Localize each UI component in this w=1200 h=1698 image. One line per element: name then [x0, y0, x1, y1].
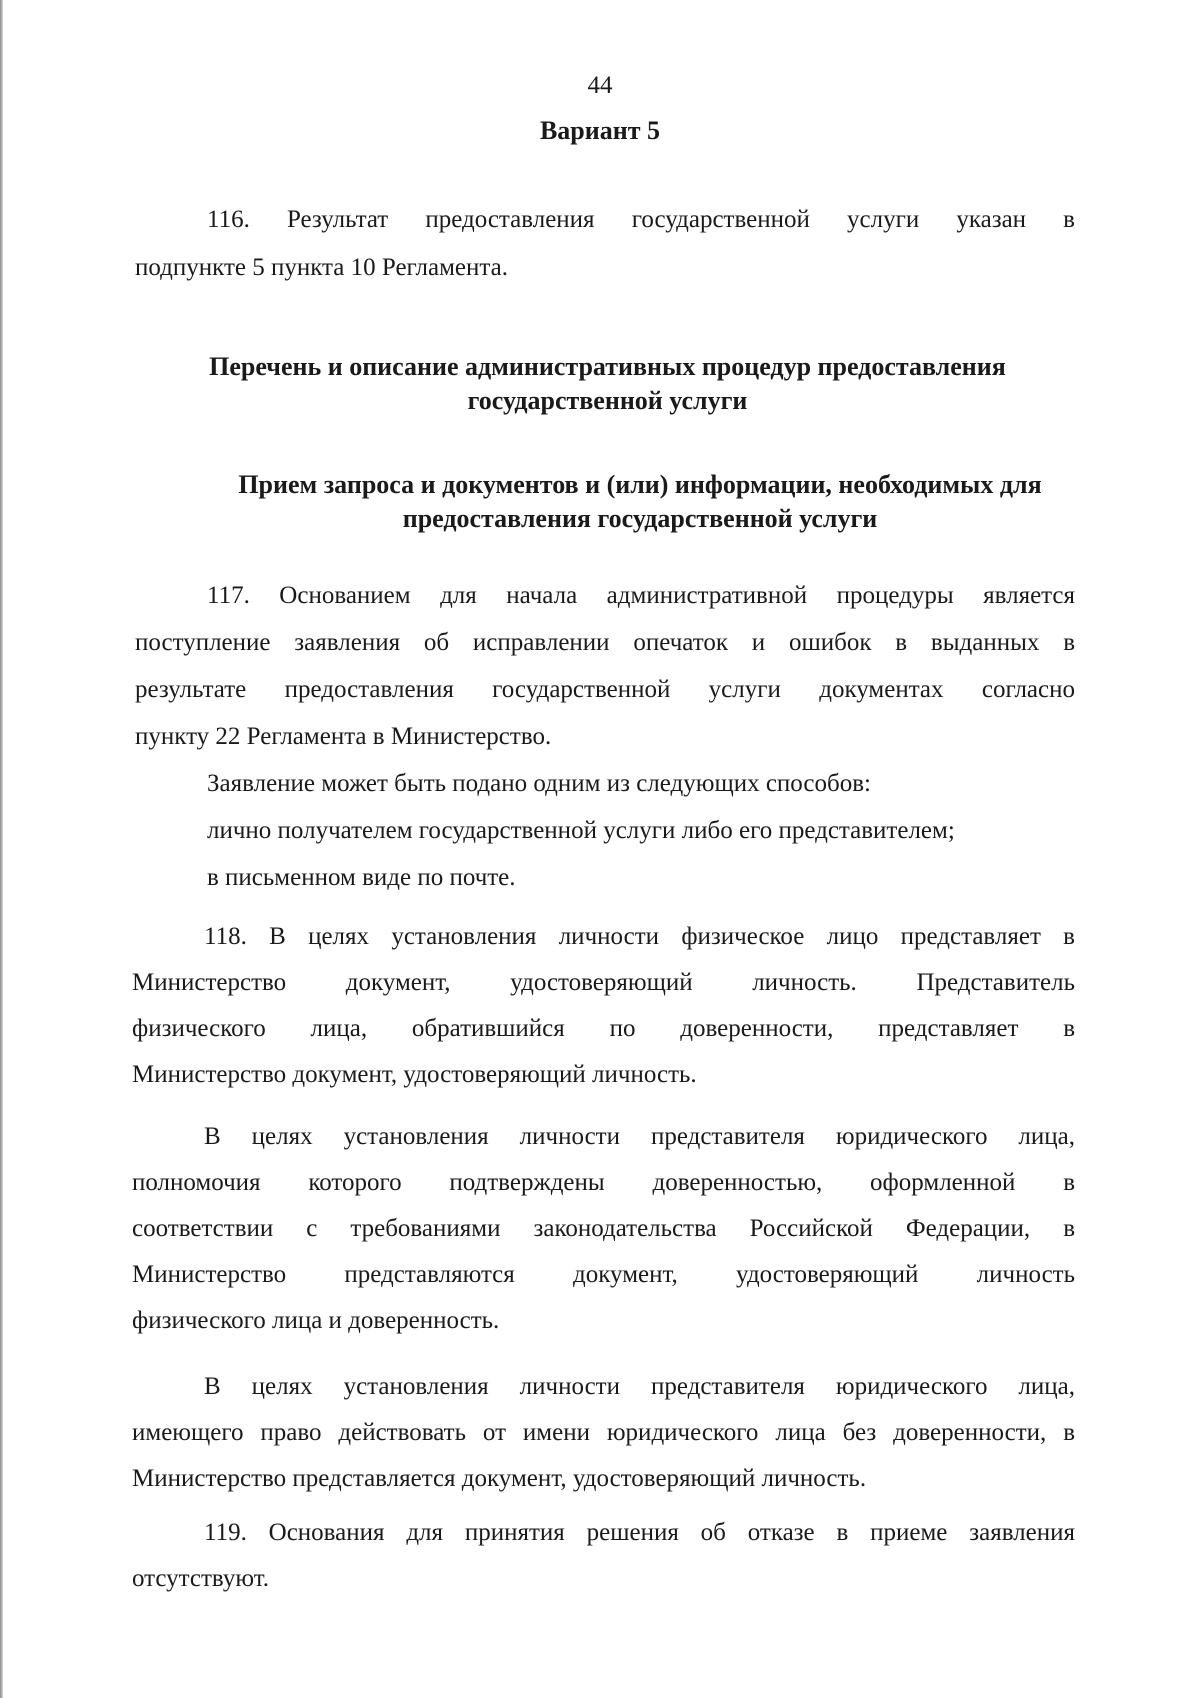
- scan-edge: [0, 0, 3, 1698]
- paragraph-line: подпункте 5 пункта 10 Регламента.: [135, 254, 508, 281]
- paragraph-line: 117. Основанием для начала административной процедуры является: [207, 582, 1075, 609]
- paragraph-line: 118. В целях установления личности физическое лицо представляет в: [204, 923, 1075, 950]
- paragraph-line: отсутствуют.: [132, 1565, 270, 1592]
- paragraph-line: физического лица и доверенность.: [132, 1307, 500, 1334]
- subsection-heading: [200, 468, 1080, 536]
- paragraph-117: [135, 572, 1075, 901]
- paragraph-line: В целях установления личности представителя юридического лица,: [204, 1123, 1075, 1150]
- paragraph-119: [132, 1510, 1075, 1602]
- paragraph-line: 116. Результат предоставления государственной услуги указан в: [207, 206, 1075, 233]
- paragraph-line: В целях установления личности представителя юридического лица,: [204, 1373, 1075, 1400]
- heading-line: Перечень и описание административных процедур предоставления: [209, 352, 1006, 381]
- paragraph-line: Министерство документ, удостоверяющий личность. Представитель: [132, 969, 1075, 996]
- paragraph-line: Министерство документ, удостоверяющий личность.: [132, 1061, 697, 1088]
- paragraph-line: Министерство представляется документ, удостоверяющий личность.: [132, 1465, 867, 1492]
- section-heading: [140, 350, 1075, 418]
- heading-line: Прием запроса и документов и (или) информации, необходимых для: [238, 470, 1042, 499]
- list-item: лично получателем государственной услуги либо его представителем;: [207, 817, 955, 844]
- list-item: в письменном виде по почте.: [207, 864, 516, 891]
- variant-title: Вариант 5: [539, 116, 661, 145]
- paragraph-line: соответствии с требованиями законодательства Российской Федерации, в: [132, 1215, 1075, 1242]
- heading-line: предоставления государственной услуги: [402, 504, 878, 533]
- paragraph-line: полномочия которого подтверждены доверенностью, оформленной в: [132, 1169, 1075, 1196]
- paragraph-line: поступление заявления об исправлении опечаток и ошибок в выданных в: [135, 629, 1075, 656]
- paragraph-line: Заявление может быть подано одним из следующих способов:: [207, 770, 871, 797]
- paragraph-line: результате предоставления государственной услуги документах согласно: [135, 676, 1075, 703]
- paragraph-line: 119. Основания для принятия решения об отказе в приеме заявления: [204, 1519, 1075, 1546]
- paragraph-line: пункту 22 Регламента в Министерство.: [135, 723, 552, 750]
- paragraph-118-legal-entity: [132, 1364, 1075, 1502]
- paragraph-116: [135, 196, 1075, 292]
- paragraph-line: физического лица, обратившийся по доверенности, представляет в: [132, 1015, 1075, 1042]
- page-number: 44: [587, 72, 613, 99]
- heading-line: государственной услуги: [467, 386, 748, 415]
- paragraph-line: Министерство представляются документ, удостоверяющий личность: [132, 1261, 1075, 1288]
- paragraph-line: имеющего право действовать от имени юридического лица без доверенности, в: [132, 1419, 1075, 1446]
- paragraph-118: [132, 914, 1075, 1098]
- paragraph-118-representative: [132, 1114, 1075, 1344]
